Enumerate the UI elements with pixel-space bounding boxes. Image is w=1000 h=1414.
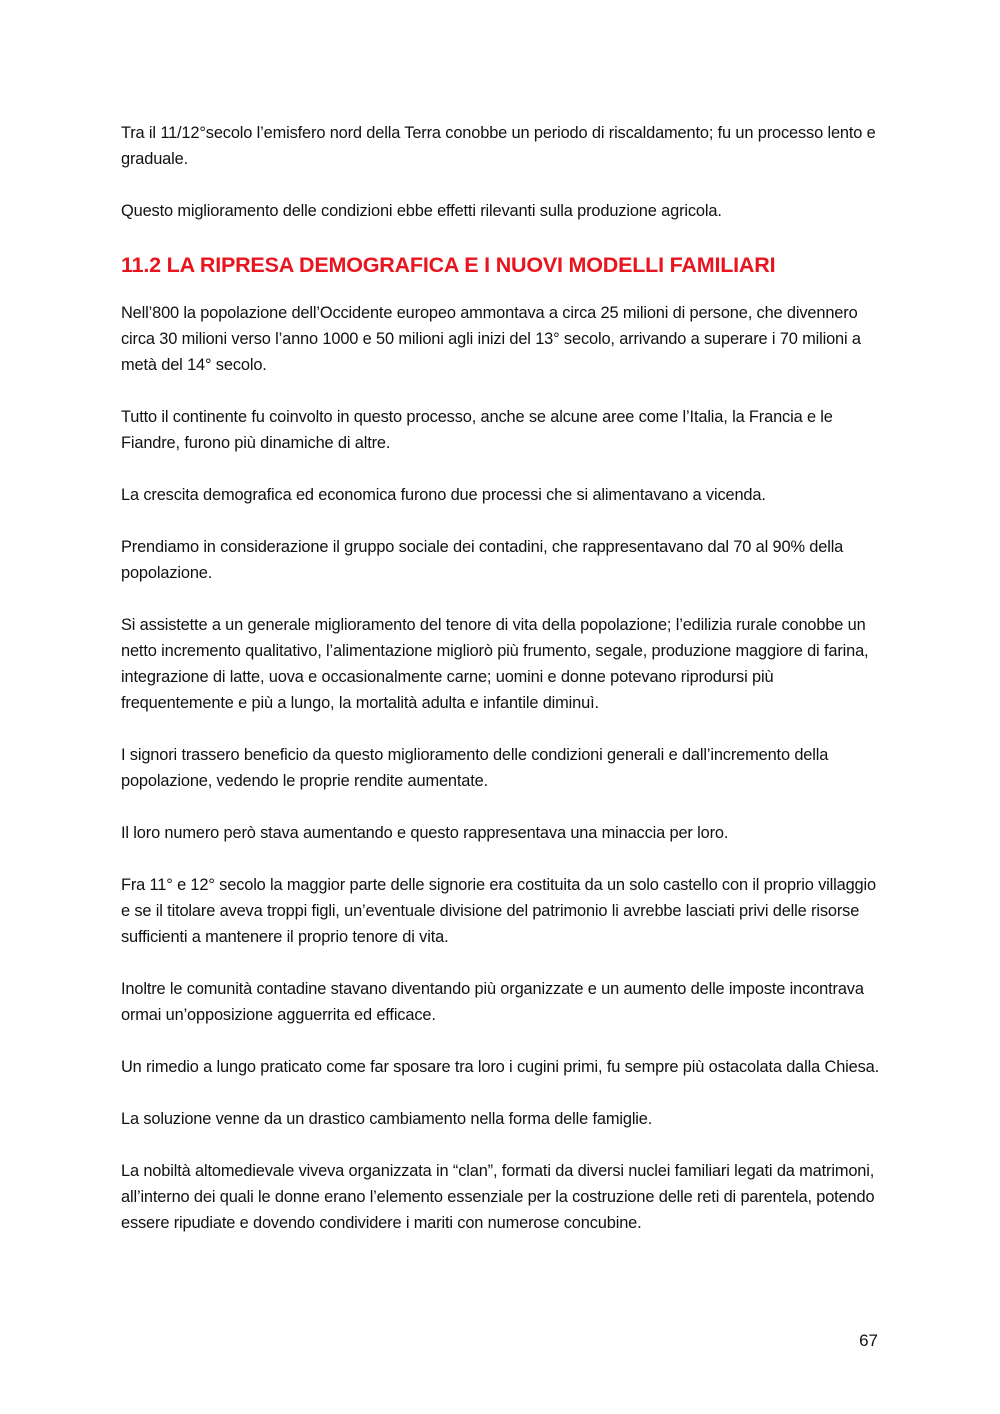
paragraph: Il loro numero però stava aumentando e questo rappresentava una minaccia per loro.: [121, 824, 729, 842]
paragraph: La crescita demografica ed economica furono due processi che si alimentavano a vicenda.: [121, 486, 766, 504]
section-heading: 11.2 LA RIPRESA DEMOGRAFICA E I NUOVI MODELLI FAMILIARI: [121, 253, 776, 277]
paragraph: Fra 11° e 12° secolo la maggior parte delle signorie era costituita da un solo castello con il proprio villaggio e se il titolare aveva troppi figli, un’eventuale divisione del patrimonio li avrebbe lasciati privi delle risorse sufficienti a mantenere il proprio tenore di vita.: [121, 876, 876, 946]
paragraph: Inoltre le comunità contadine stavano diventando più organizzate e un aumento delle imposte incontrava ormai un’opposizione agguerrita ed efficace.: [121, 980, 864, 1024]
paragraph: Tra il 11/12°secolo l’emisfero nord della Terra conobbe un periodo di riscaldamento; fu un processo lento e graduale.: [121, 124, 876, 168]
paragraph: Prendiamo in considerazione il gruppo sociale dei contadini, che rappresentavano dal 70 al 90% della popolazione.: [121, 538, 844, 582]
paragraph: Un rimedio a lungo praticato come far sposare tra loro i cugini primi, fu sempre più ostacolata dalla Chiesa.: [121, 1058, 880, 1076]
paragraph: Tutto il continente fu coinvolto in questo processo, anche se alcune aree come l’Italia, la Francia e le Fiandre, furono più dinamiche di altre.: [121, 408, 833, 452]
paragraph: La soluzione venne da un drastico cambiamento nella forma delle famiglie.: [121, 1110, 653, 1128]
paragraph: Si assistette a un generale miglioramento del tenore di vita della popolazione; l’edilizia rurale conobbe un netto incremento qualitativo, l’alimentazione migliorò più frumento, segale, produzione maggiore di farina, integrazione di latte, uova e occasionalmente carne; uomini e donne potevano riprodursi più frequentemente e più a lungo, la mortalità adulta e infantile diminuì.: [121, 616, 869, 712]
page-content: [121, 120, 881, 1262]
paragraph: I signori trassero beneficio da questo miglioramento delle condizioni generali e dall’incremento della popolazione, vedendo le proprie rendite aumentate.: [121, 746, 829, 790]
paragraph: Nell’800 la popolazione dell’Occidente europeo ammontava a circa 25 milioni di persone, che divennero circa 30 milioni verso l’anno 1000 e 50 milioni agli inizi del 13° secolo, arrivando a superare i 70 milioni a metà del 14° secolo.: [121, 304, 861, 374]
page-number: 67: [859, 1331, 878, 1350]
paragraph: Questo miglioramento delle condizioni ebbe effetti rilevanti sulla produzione agricola.: [121, 202, 722, 220]
paragraph: La nobiltà altomedievale viveva organizzata in “clan”, formati da diversi nuclei familiari legati da matrimoni, all’interno dei quali le donne erano l’elemento essenziale per la costruzione delle reti di parentela, potendo essere ripudiate e dovendo condividere i mariti con numerose concubine.: [121, 1162, 875, 1232]
